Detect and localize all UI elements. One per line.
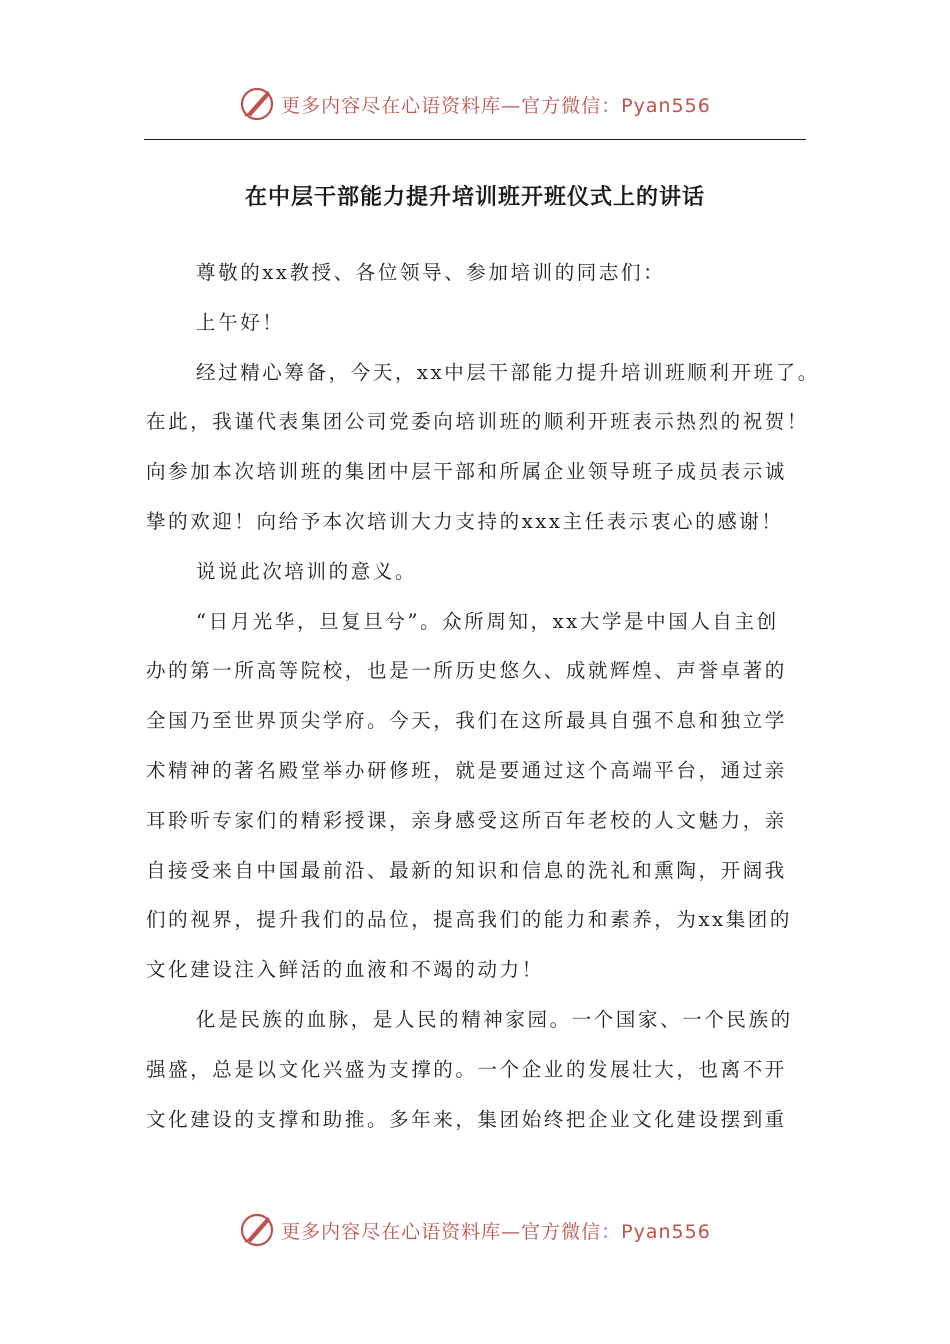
- text-line: 在此，我谨代表集团公司党委向培训班的顺利开班表示热烈的祝贺！: [146, 410, 810, 434]
- text-line: 自接受来自中国最前沿、最新的知识和信息的洗礼和熏陶，开阔我: [146, 858, 787, 882]
- header-banner-text: [281, 91, 711, 118]
- text-line: 文化建设注入鲜活的血液和不竭的动力！: [146, 958, 544, 982]
- text-line: 强盛，总是以文化兴盛为支撑的。一个企业的发展壮大，也离不开: [146, 1057, 787, 1081]
- footer-banner: [0, 1210, 950, 1250]
- document-title: 在中层干部能力提升培训班开班仪式上的讲话: [244, 185, 705, 210]
- header-divider: [144, 139, 806, 140]
- text-line: 说说此次培训的意义。: [196, 559, 418, 583]
- text-line: 全国乃至世界顶尖学府。今天，我们在这所最具自强不息和独立学: [146, 709, 787, 733]
- pen-logo-icon: [239, 86, 275, 122]
- header-banner-label: 更多内容尽在心语资料库—官方微信：: [281, 94, 622, 117]
- text-line: 文化建设的支撑和助推。多年来，集团始终把企业文化建设摆到重: [146, 1107, 787, 1131]
- text-line: “日月光华，旦复旦兮”。众所周知，xx大学是中国人自主创: [196, 609, 779, 633]
- text-line: 化是民族的血脉，是人民的精神家园。一个国家、一个民族的: [196, 1007, 793, 1031]
- text-line: 术精神的著名殿堂举办研修班，就是要通过这个高端平台，通过亲: [146, 758, 787, 782]
- header-wechat-id: Pyan556: [621, 94, 711, 117]
- text-line: 们的视界，提升我们的品位，提高我们的能力和素养，为xx集团的: [146, 908, 792, 932]
- text-line: 经过精心筹备，今天，xx中层干部能力提升培训班顺利开班了。: [196, 360, 820, 384]
- text-line: 尊敬的xx教授、各位领导、参加培训的同志们：: [196, 261, 666, 284]
- footer-banner-text: [281, 1217, 711, 1244]
- footer-wechat-id: Pyan556: [621, 1220, 711, 1243]
- document-body: [146, 248, 826, 1144]
- header-banner: [0, 84, 950, 124]
- text-line: 办的第一所高等院校，也是一所历史悠久、成就辉煌、声誉卓著的: [146, 659, 787, 683]
- pen-logo-icon: [239, 1212, 275, 1248]
- text-line: 耳聆听专家们的精彩授课，亲身感受这所百年老校的人文魅力，亲: [146, 808, 787, 832]
- text-line: 向参加本次培训班的集团中层干部和所属企业领导班子成员表示诚: [146, 460, 787, 484]
- text-line: 上午好！: [196, 310, 285, 334]
- footer-banner-label: 更多内容尽在心语资料库—官方微信：: [281, 1220, 622, 1243]
- text-line: 挚的欢迎！向给予本次培训大力支持的xxx主任表示衷心的感谢！: [146, 509, 784, 533]
